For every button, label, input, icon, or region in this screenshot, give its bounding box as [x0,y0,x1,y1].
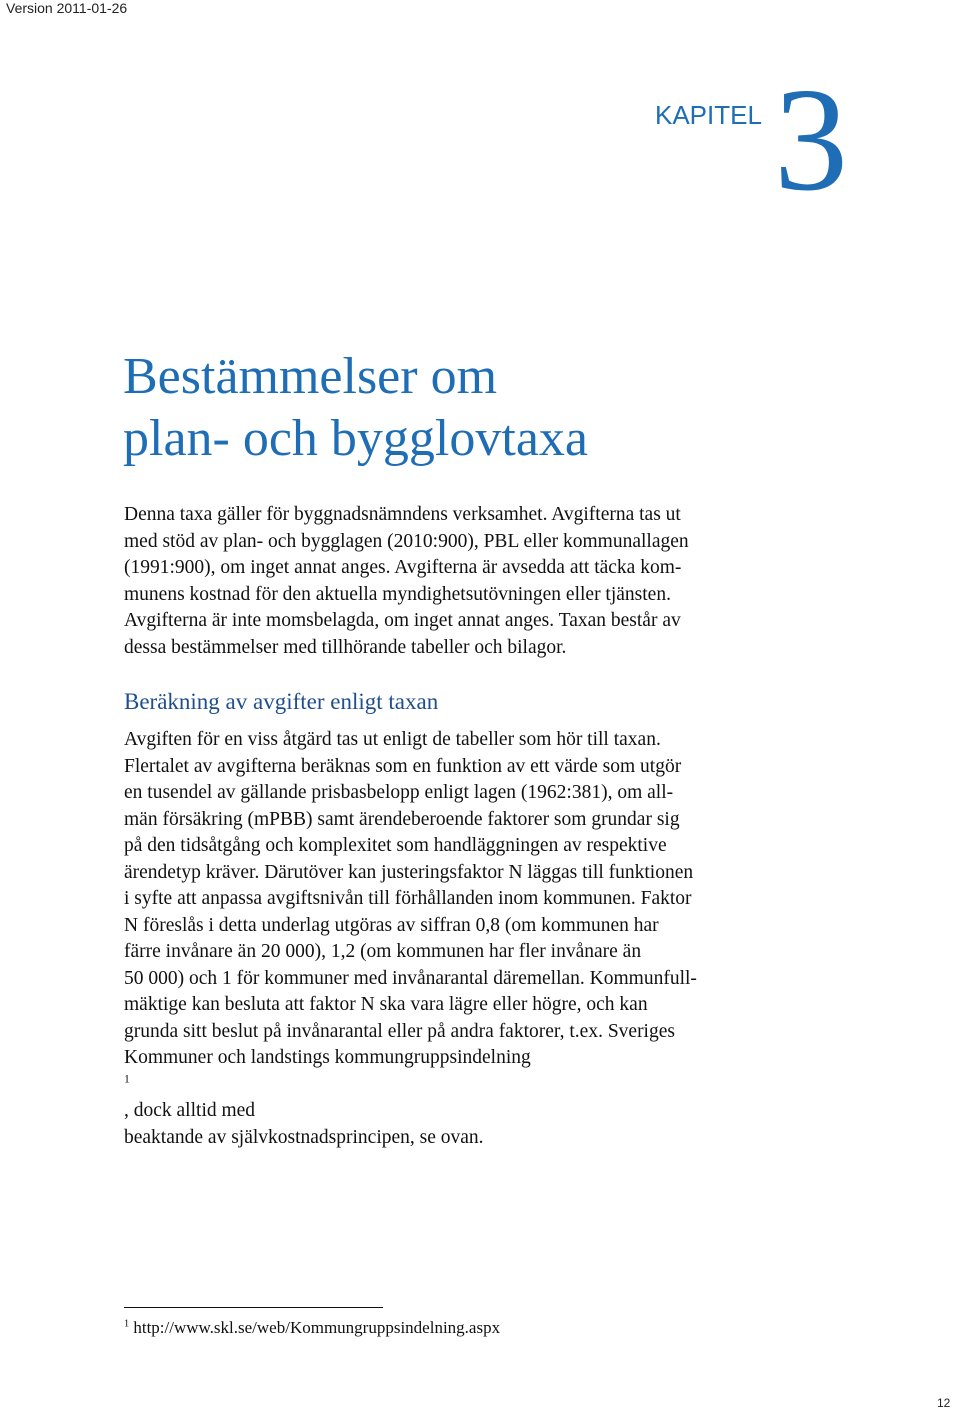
text-line: beaktande av självkostnadsprincipen, se ovan. [124,1126,484,1148]
footnote-divider [124,1307,383,1308]
intro-paragraph [124,502,689,661]
chapter-label: KAPITEL [655,100,762,130]
text-line: grunda sitt beslut på invånarantal eller på andra faktorer, t.ex. Sveriges [124,1020,675,1042]
section-heading: Beräkning av avgifter enligt taxan [124,689,439,714]
title-line: Bestämmelser om [123,348,498,405]
footnote-marker: 1 [124,1318,130,1330]
text-line: med stöd av plan- och bygglagen (2010:900), PBL eller kommunallagen [124,530,689,552]
text-line: mäktige kan besluta att faktor N ska vara lägre eller högre, och kan [124,994,648,1015]
version-label: Version 2011-01-26 [6,0,128,16]
text-line: dessa bestämmelser med tillhörande tabeller och bilagor. [124,636,567,658]
footnote-reference: 1 [124,1072,130,1085]
text-line: i syfte att anpassa avgiftsnivån till förhållanden inom kommunen. Faktor [124,888,692,909]
text-line: på den tidsåtgång och komplexitet som handläggningen av respektive [124,835,667,856]
text-line: Avgifterna är inte momsbelagda, om inget annat anges. Taxan består av [124,610,681,631]
text-line: Avgiften för en viss åtgärd tas ut enligt de tabeller som hör till taxan. [124,729,661,750]
text-line: en tusendel av gällande prisbasbelopp enligt lagen (1962:381), om all- [124,782,674,803]
title-line: plan- och bygglovtaxa [123,410,588,467]
page-number: 12 [937,1396,951,1410]
text-line: Denna taxa gäller för byggnadsnämndens verksamhet. Avgifterna tas ut [124,504,681,525]
text-line: ärendetyp kräver. Därutöver kan justeringsfaktor N läggas till funktionen [124,861,694,883]
text-fragment: Kommuner och landstings kommungruppsindelning [124,1047,531,1068]
section-paragraph [124,727,697,1151]
text-line: munens kostnad för den aktuella myndighetsutövningen eller tjänsten. [124,583,671,605]
text-line [124,1045,697,1125]
chapter-number: 3 [774,58,848,222]
text-line: (1991:900), om inget annat anges. Avgifterna är avsedda att täcka kom- [124,557,682,578]
text-fragment: , dock alltid med [124,1100,256,1121]
text-line: N föreslås i detta underlag utgöras av siffran 0,8 (om kommunen har [124,914,659,936]
text-line: Flertalet av avgifterna beräknas som en funktion av ett värde som utgör [124,755,682,777]
text-line: män försäkring (mPBB) samt ärendeberoende faktorer som grundar sig [124,808,680,830]
text-line: 50 000) och 1 för kommuner med invånarantal däremellan. Kommunfull- [124,967,697,989]
page-title [123,346,588,470]
footnote-text: http://www.skl.se/web/Kommungruppsindelning.aspx [129,1318,501,1337]
text-line: färre invånare än 20 000), 1,2 (om kommunen har fler invånare än [124,941,642,962]
footnote [124,1318,500,1338]
